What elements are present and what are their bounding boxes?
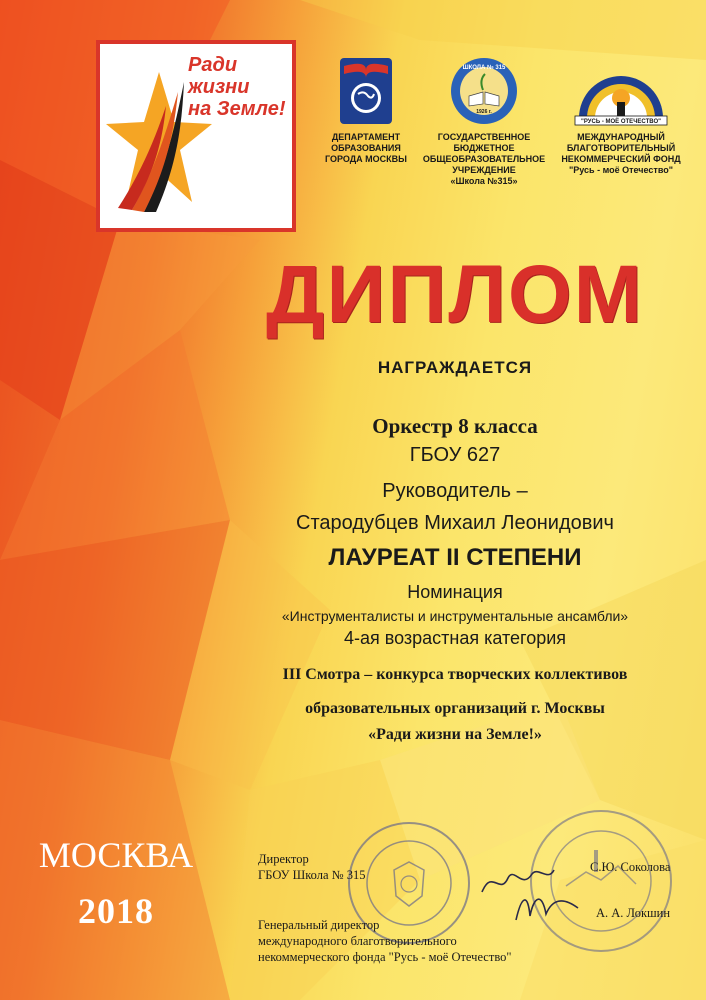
- nomination-value: «Инструменталисты и инструментальные ансамбли»: [281, 608, 629, 624]
- diploma-title: ДИПЛОМ: [266, 249, 644, 340]
- city-label: МОСКВА: [38, 835, 194, 875]
- fund-emblem-text: "РУСЬ - МОЁ ОТЕЧЕСТВО": [581, 119, 661, 125]
- org-name-line: БЮДЖЕТНОЕ: [453, 143, 515, 153]
- contest-line: III Смотра – конкурса творческих коллективов: [282, 666, 628, 683]
- director-name: С.Ю. Соколова: [590, 860, 671, 874]
- contest-line: «Ради жизни на Земле!»: [368, 726, 542, 743]
- logo-text-line3: на Земле!: [188, 98, 286, 120]
- org-rus-fund: [556, 56, 686, 176]
- leader-label: Руководитель –: [382, 480, 528, 502]
- org-name-line: "Русь - моё Отечество": [568, 165, 674, 175]
- org-name-line: БЛАГОТВОРИТЕЛЬНЫЙ: [566, 143, 676, 153]
- gd-name: А. А. Локшин: [596, 906, 671, 920]
- award-degree: ЛАУРЕАТ II СТЕПЕНИ: [328, 544, 582, 571]
- logo-text-line1: Ради: [188, 54, 238, 76]
- contest-logo: [96, 40, 296, 232]
- rus-fund-emblem-icon: [573, 56, 669, 126]
- org-school-315: [422, 56, 546, 187]
- org-name-line: ОБЩЕОБРАЗОВАТЕЛЬНОЕ: [422, 154, 546, 164]
- gd-title-line: некоммерческого фонда "Русь - моё Отечество": [258, 950, 512, 964]
- recipient-group: Оркестр 8 класса: [372, 414, 538, 438]
- recipient-school: ГБОУ 627: [409, 444, 501, 466]
- logo-text-line2: жизни: [188, 76, 250, 98]
- org-department-education: [316, 56, 416, 165]
- logo-text: [188, 54, 296, 120]
- awarded-label: НАГРАЖДАЕТСЯ: [377, 358, 533, 377]
- org-name-line: ГОРОДА МОСКВЫ: [325, 154, 407, 164]
- school-emblem-text: ШКОЛА № 315: [462, 65, 506, 71]
- gd-title-line: Генеральный директор: [258, 918, 380, 932]
- org-name-line: «Школа №315»: [450, 176, 518, 186]
- director-title-line: Директор: [258, 852, 309, 866]
- gd-title-line: международного благотворительного: [258, 934, 457, 948]
- contest-line: образовательных организаций г. Москвы: [305, 700, 605, 717]
- org-name-line: НЕКОММЕРЧЕСКИЙ ФОНД: [561, 154, 681, 164]
- org-name-line: ОБРАЗОВАНИЯ: [331, 143, 401, 153]
- school-315-emblem-icon: [449, 56, 519, 126]
- gd-signature: [512, 886, 582, 926]
- director-title-line: ГБОУ Школа № 315: [258, 868, 366, 882]
- org-name-line: ДЕПАРТАМЕНТ: [331, 132, 401, 142]
- org-name-line: МЕЖДУНАРОДНЫЙ: [577, 132, 665, 142]
- book-globe-icon: [338, 56, 394, 126]
- leader-name: Стародубцев Михаил Леонидович: [296, 512, 614, 534]
- age-category: 4-ая возрастная категория: [343, 628, 567, 648]
- school-emblem-year: 1926 г.: [476, 109, 492, 115]
- org-name-line: ГОСУДАРСТВЕННОЕ: [437, 132, 531, 142]
- org-name-line: УЧРЕЖДЕНИЕ: [452, 165, 516, 175]
- nomination-label: Номинация: [407, 582, 503, 602]
- year-label: 2018: [78, 891, 154, 931]
